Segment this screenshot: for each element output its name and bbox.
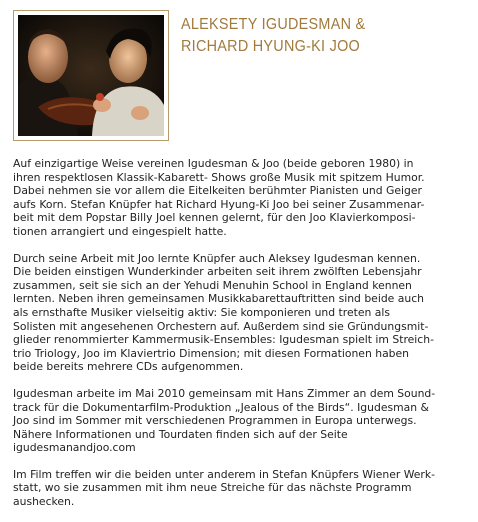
text-line: aufs Korn. Stefan Knüpfer hat Richard Hyung-Ki Joo bei seiner Zusammenar-: [13, 197, 425, 211]
photo-frame: [13, 10, 169, 141]
website-link-text: igudesmanandjoo.com: [13, 441, 136, 455]
title-line-1: ALEKSETY IGUDESMAN &: [181, 16, 366, 33]
article-body: [13, 157, 471, 522]
text-line: Dabei nehmen sie vor allem die Eitelkeiten berühmter Pianisten und Geiger: [13, 184, 422, 198]
text-line: statt, wo sie zusammen mit ihm neue Streiche für das nächste Programm: [13, 481, 412, 495]
text-line: glieder renommierter Kammermusik-Ensembles: Igudesman spielt im Streich-: [13, 333, 434, 347]
paragraph-1: [13, 157, 471, 239]
duo-photo: [18, 15, 164, 136]
text-line: Solisten mit angesehenen Orchestern auf. Außerdem sind sie Gründungsmit-: [13, 319, 429, 333]
title-line-2: RICHARD HYUNG-KI JOO: [181, 38, 361, 55]
text-line: Durch seine Arbeit mit Joo lernte Knüpfer auch Aleksey Igudesman kennen.: [13, 251, 421, 265]
paragraph-4: [13, 468, 471, 509]
text-line: als ernsthafte Musiker vielseitig aktiv: Sie komponieren und treten als: [13, 305, 391, 319]
text-line: beide bereits mehrere CDs aufgenommen.: [13, 360, 244, 374]
text-line: Igudesman arbeite im Mai 2010 gemeinsam mit Hans Zimmer an dem Sound-: [13, 386, 436, 400]
text-line: track für die Dokumentarfilm-Produktion „Jealous of the Birds“. Igudesman &: [13, 400, 429, 414]
paragraph-3: [13, 387, 471, 455]
text-line: zusammen, seit sie sich an der Yehudi Menuhin School in England kennen: [13, 278, 412, 292]
paragraph-2: [13, 252, 471, 374]
text-line: Joo sind im Sommer mit verschiedenen Programmen in Europa unterwegs.: [13, 414, 417, 428]
page-title: [181, 14, 365, 58]
text-line: tionen arrangiert und eingespielt hatte.: [13, 224, 227, 238]
text-line: lernten. Neben ihren gemeinsamen Musikkabarettauftritten sind beide auch: [13, 292, 424, 306]
text-line: trio Triology, Joo im Klaviertrio Dimension; mit diesen Formationen haben: [13, 346, 410, 360]
text-line: Im Film treffen wir die beiden unter anderem in Stefan Knüpfers Wiener Werk-: [13, 467, 435, 481]
text-line: beit mit dem Popstar Billy Joel kennen gelernt, für den Joo Klavierkomposi-: [13, 211, 416, 225]
text-line: ihren respektlosen Klassik-Kabarett- Shows große Musik mit spitzem Humor.: [13, 170, 425, 184]
text-line: Auf einzigartige Weise vereinen Igudesman & Joo (beide geboren 1980) in: [13, 157, 414, 170]
text-line: Nähere Informationen und Tourdaten finden sich auf der Seite: [13, 427, 348, 441]
text-line: aushecken.: [13, 495, 75, 509]
text-line: Die beiden einstigen Wunderkinder arbeiten seit ihrem zwölften Lebensjahr: [13, 265, 422, 279]
